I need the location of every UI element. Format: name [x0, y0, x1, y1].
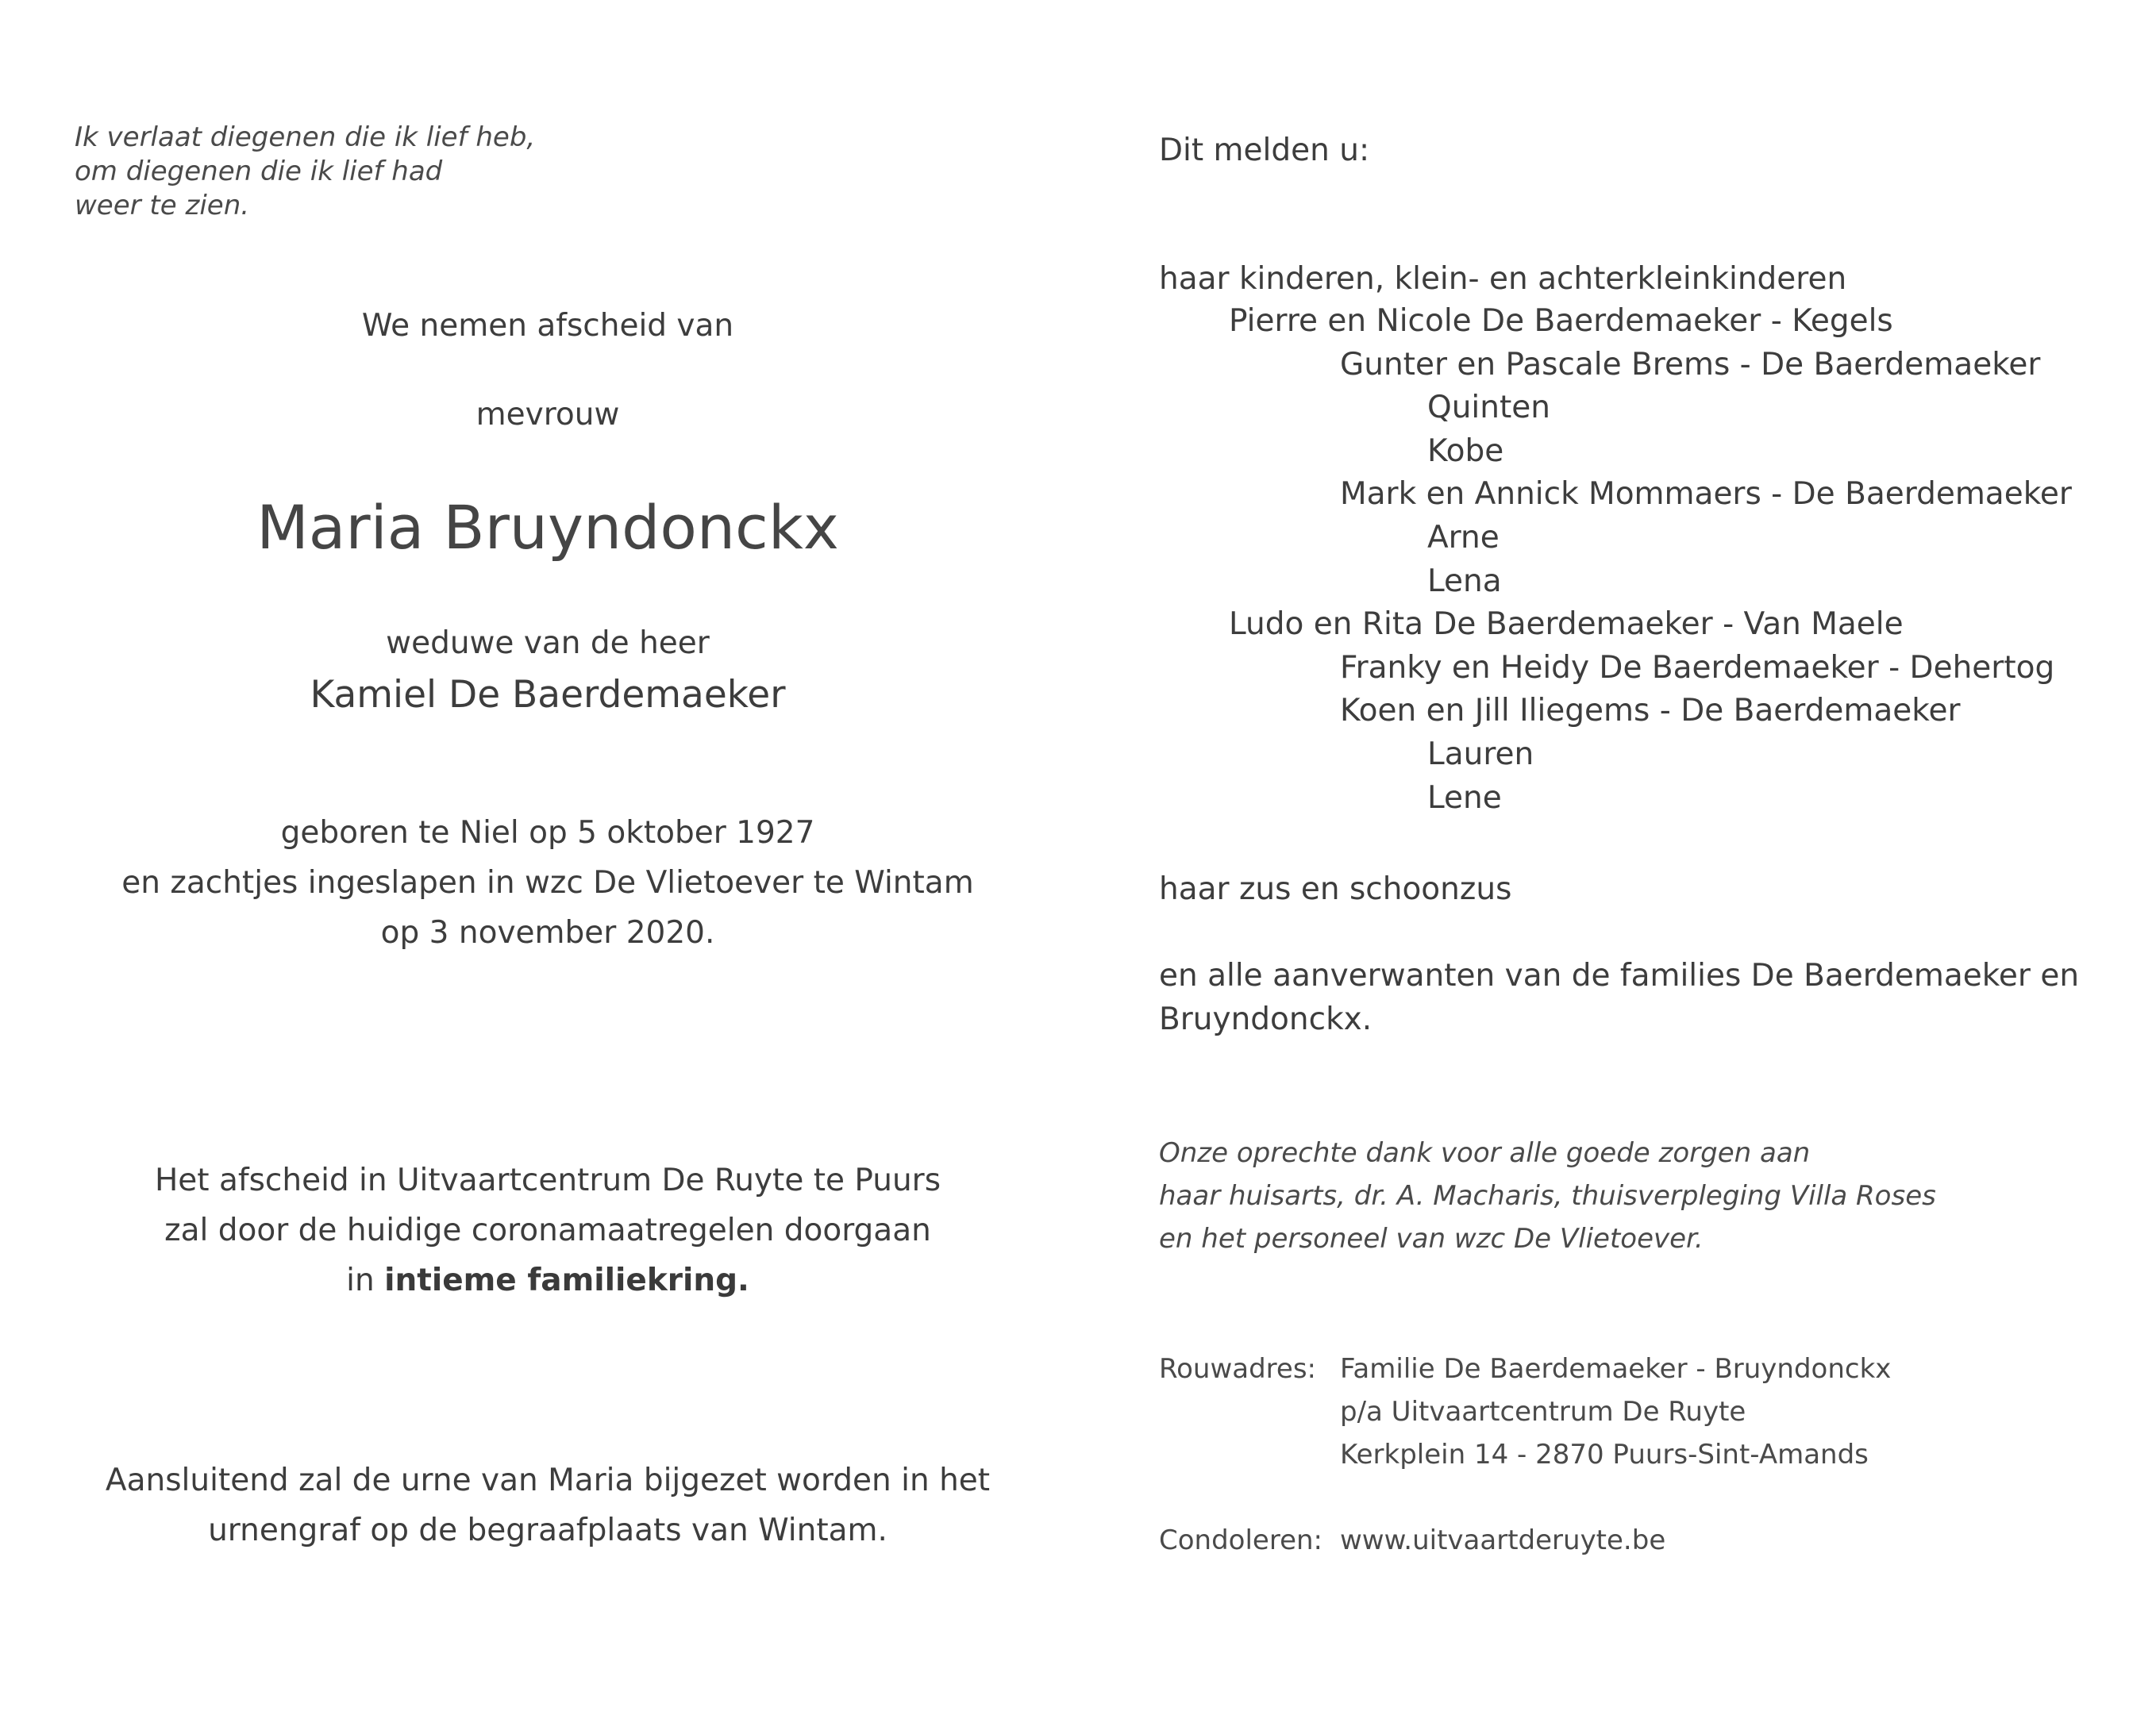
urn-notice [0, 1455, 1095, 1555]
life-dates [0, 808, 1095, 958]
condolences-label: Condoleren: [1159, 1524, 1322, 1556]
deceased-name: Maria Bruyndonckx [256, 492, 839, 563]
right-panel [1159, 0, 2156, 1734]
relatives-notice [1159, 954, 2079, 1041]
address-line: Kerkplein 14 - 2870 Puurs-Sint-Amands [1340, 1439, 1869, 1471]
family-list [1159, 300, 2072, 820]
children-heading: haar kinderen, klein- en achterkleinkinderen [1159, 261, 1847, 297]
thanks-line: haar huisarts, dr. A. Macharis, thuisverpleging Villa Roses [1159, 1180, 1936, 1212]
thanks-line: en het personeel van wzc De Vlietoever. [1159, 1223, 1704, 1255]
thanks-line: Onze oprechte dank voor alle goede zorgen aan [1159, 1137, 1811, 1169]
ceremony-line [0, 1255, 1095, 1305]
urn-line: Aansluitend zal de urne van Maria bijgezet worden in het [105, 1463, 991, 1498]
family-member: Franky en Heidy De Baerdemaeker - Dehertog [1340, 649, 2055, 686]
husband-name: Kamiel De Baerdemaeker [310, 673, 786, 717]
relatives-line: Bruyndonckx. [1159, 1002, 1373, 1037]
birth-line: geboren te Niel op 5 oktober 1927 [280, 815, 815, 851]
ceremony-line: zal door de huidige coronamaatregelen doorgaan [164, 1213, 931, 1248]
family-member: Kobe [1427, 433, 1504, 469]
family-member: Lauren [1427, 736, 1534, 772]
quote-line: Ik verlaat diegenen die ik lief heb, [75, 121, 536, 153]
sister-line: haar zus en schoonzus [1159, 871, 1512, 907]
address-line: Familie De Baerdemaeker - Bruyndonckx [1340, 1353, 1892, 1385]
family-member: Lena [1427, 563, 1502, 599]
family-member: Pierre en Nicole De Baerdemaeker - Kegels [1229, 303, 1893, 339]
honorific: mevrouw [475, 397, 620, 433]
family-member: Quinten [1427, 390, 1550, 426]
memorial-quote [75, 121, 535, 223]
intimate-family-circle: intieme familiekring. [384, 1263, 749, 1298]
relatives-line: en alle aanverwanten van de families De Baerdemaeker en [1159, 958, 2080, 994]
family-member: Mark en Annick Mommaers - De Baerdemaeker [1340, 476, 2072, 513]
death-place-line: en zachtjes ingeslapen in wzc De Vlietoever te Wintam [121, 865, 974, 901]
family-member: Ludo en Rita De Baerdemaeker - Van Maele [1229, 606, 1904, 643]
quote-line: om diegenen die ik lief had [75, 156, 443, 187]
ceremony-line: Het afscheid in Uitvaartcentrum De Ruyte te Puurs [154, 1163, 941, 1198]
family-member: Arne [1427, 519, 1500, 556]
urn-line: urnengraf op de begraafplaats van Wintam. [208, 1513, 887, 1548]
family-member: Koen en Jill Iliegems - De Baerdemaeker [1340, 693, 1961, 729]
farewell-intro: We nemen afscheid van [361, 308, 734, 344]
ceremony-prefix: in [346, 1263, 385, 1298]
family-member: Lene [1427, 779, 1502, 816]
ceremony-notice [0, 1155, 1095, 1305]
quote-line: weer te zien. [75, 190, 250, 221]
condolences-url[interactable]: www.uitvaartderuyte.be [1340, 1524, 1666, 1556]
condolences-value [1340, 1519, 1665, 1562]
widow-of-label: weduwe van de heer [386, 625, 710, 661]
family-member: Gunter en Pascale Brems - De Baerdemaeker [1340, 346, 2041, 383]
thanks-note [1159, 1132, 1936, 1260]
mourning-address-lines [1340, 1348, 1891, 1476]
death-date-line: op 3 november 2020. [380, 915, 715, 951]
address-line: p/a Uitvaartcentrum De Ruyte [1340, 1396, 1746, 1428]
announce-heading: Dit melden u: [1159, 133, 1370, 168]
mourning-address-label: Rouwadres: [1159, 1353, 1316, 1385]
